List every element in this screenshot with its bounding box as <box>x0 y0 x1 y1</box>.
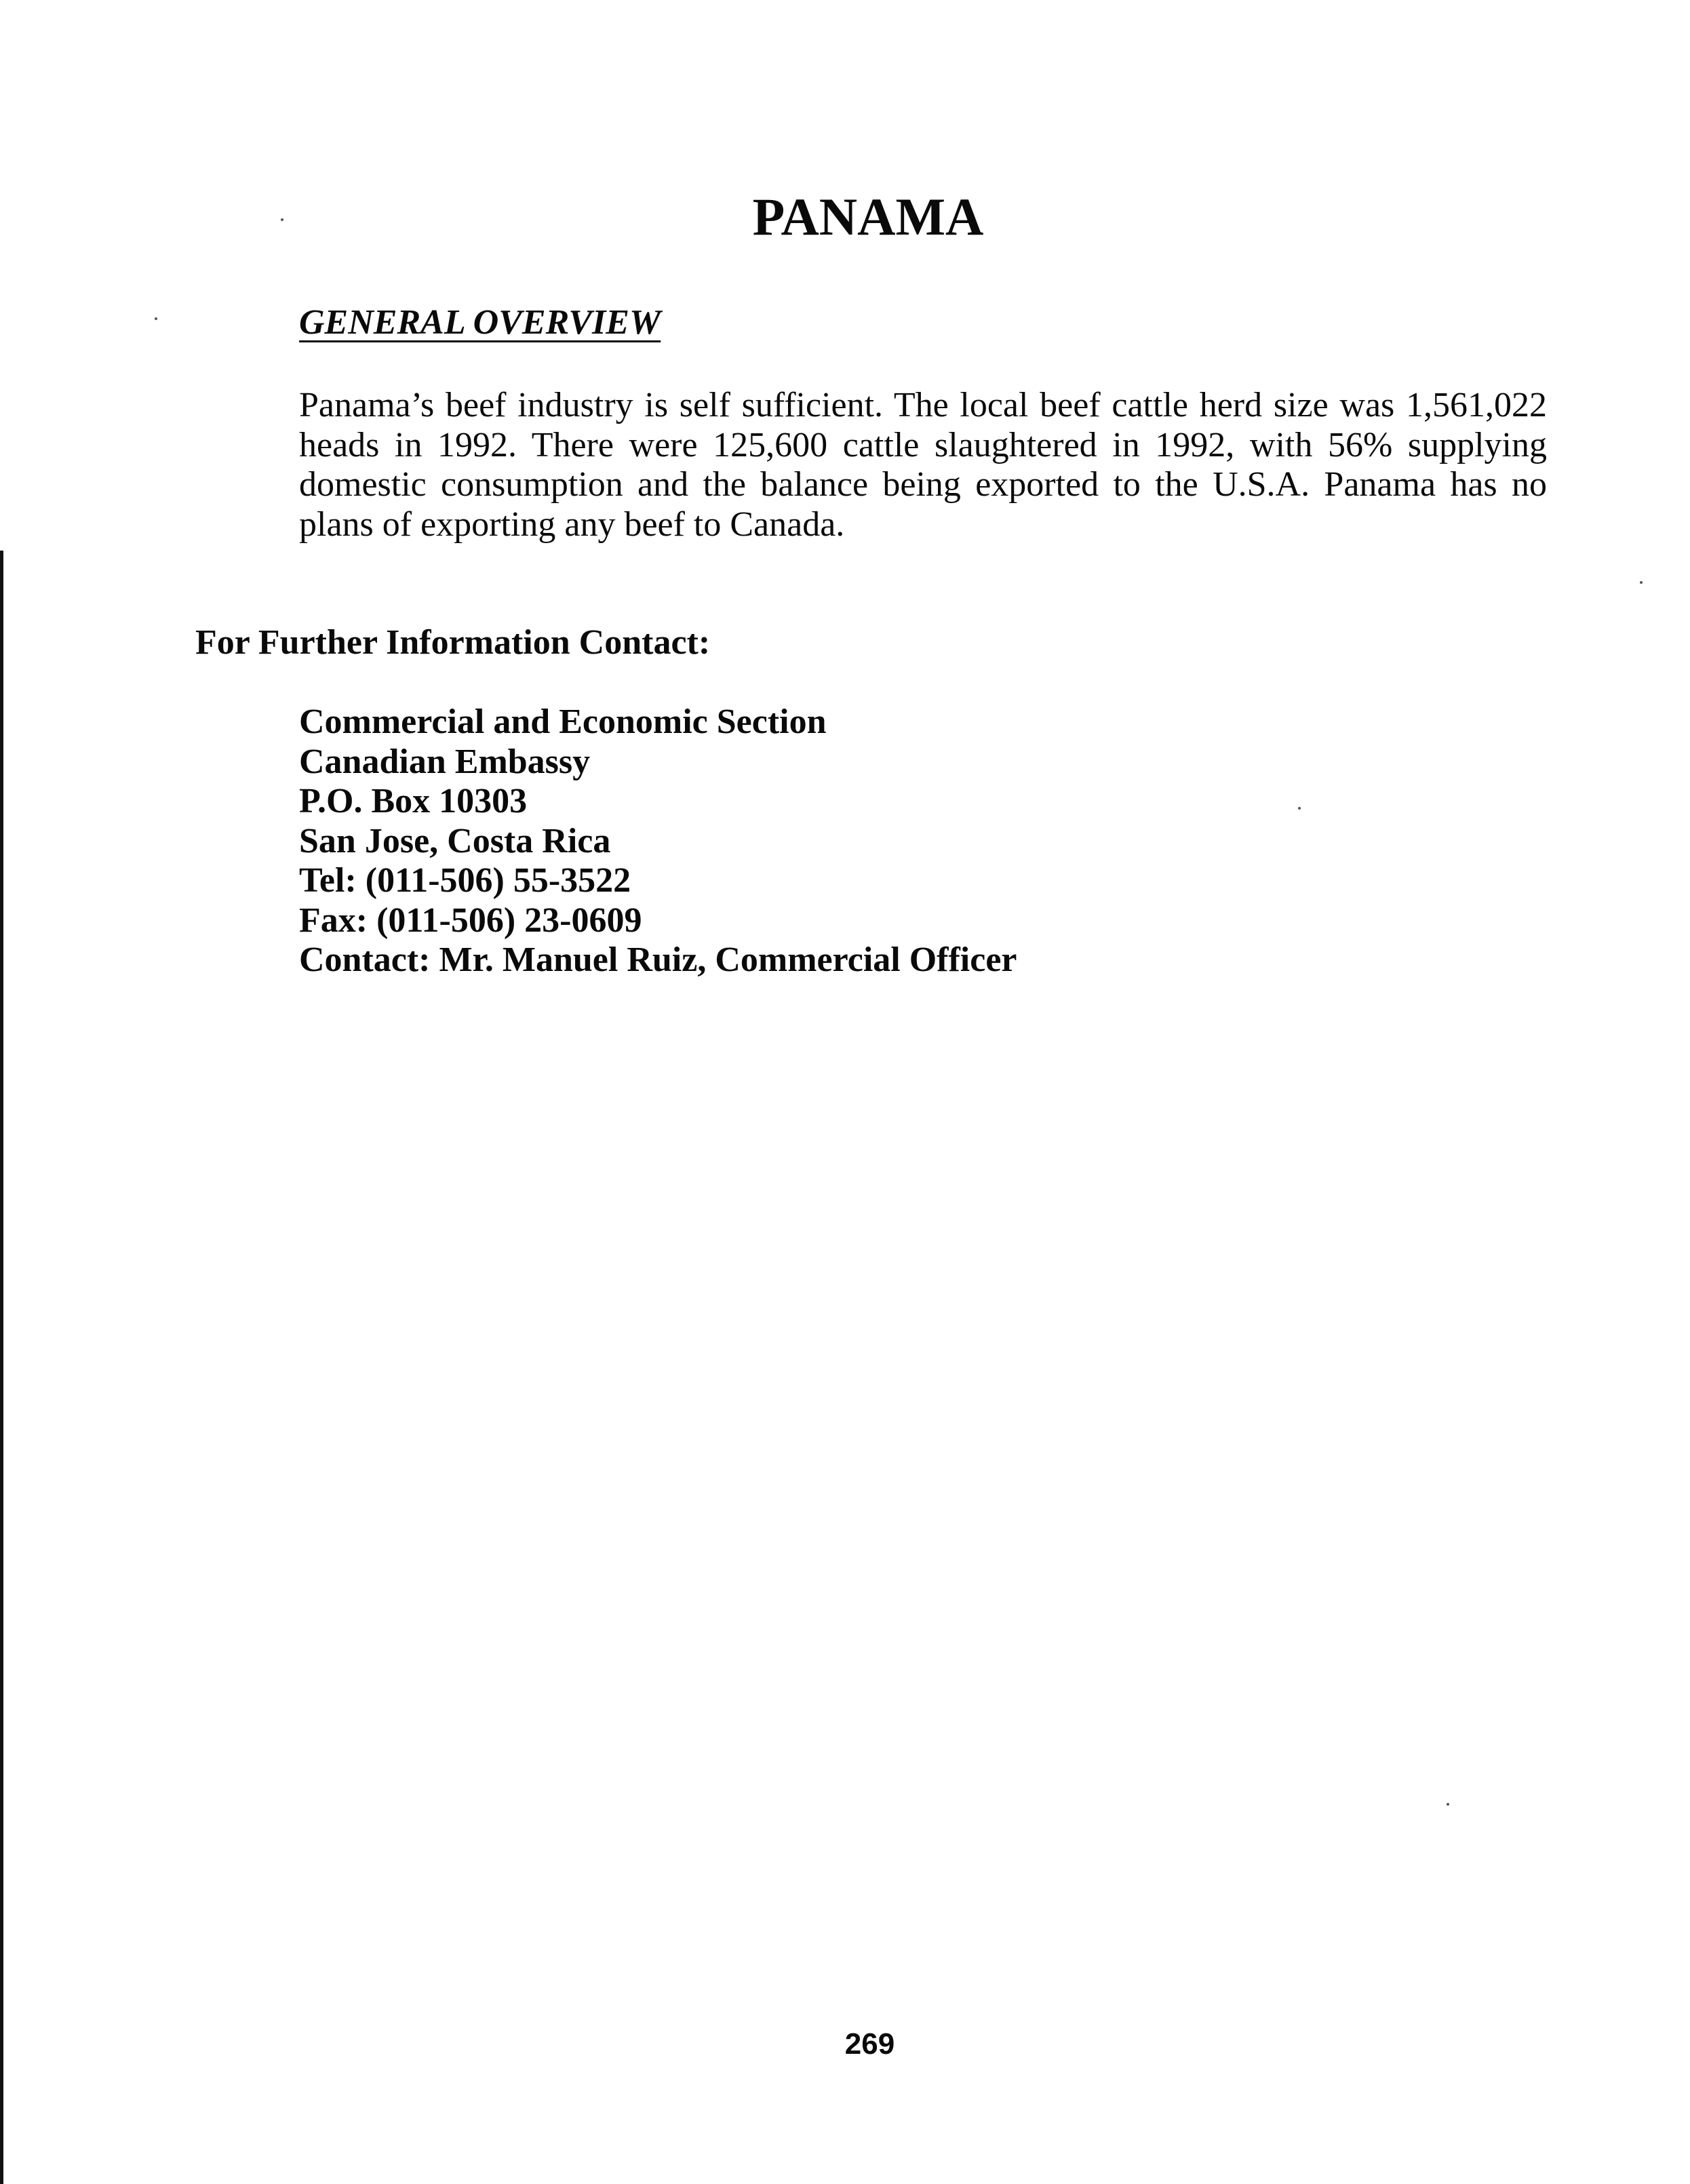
scan-speck <box>1447 1803 1449 1806</box>
scan-edge-line <box>0 551 3 2184</box>
contact-embassy-line: Canadian Embassy <box>299 742 591 781</box>
contact-po-box-line: P.O. Box 10303 <box>299 782 528 820</box>
contact-fax-line: Fax: (011-506) 23-0609 <box>299 900 642 940</box>
overview-paragraph: Panama’s beef industry is self sufficient. The local beef cattle herd size was 1,561,022 heads in 1992. There were 125,600 cattle slaughtered in 1992, with 56% supplying domestic consumption and the balance being exported to the U.S.A. Panama has no plans of exporting any beef to Canada. <box>299 386 1547 544</box>
contact-city-line: San Jose, Costa Rica <box>299 821 611 860</box>
page-title: PANAMA <box>752 187 984 246</box>
contact-person-line: Contact: Mr. Manuel Ruiz, Commercial Officer <box>299 940 1017 979</box>
contact-tel-line: Tel: (011-506) 55-3522 <box>299 861 631 900</box>
contact-heading: For Further Information Contact: <box>195 623 711 662</box>
scan-speck <box>155 317 157 320</box>
contact-section-line: Commercial and Economic Section <box>299 702 827 741</box>
page-number: 269 <box>844 2027 895 2061</box>
section-heading-general-overview: GENERAL OVERVIEW <box>299 303 661 342</box>
scan-speck <box>1640 581 1643 584</box>
contact-address-block <box>299 702 1017 980</box>
scan-speck <box>1298 807 1301 810</box>
